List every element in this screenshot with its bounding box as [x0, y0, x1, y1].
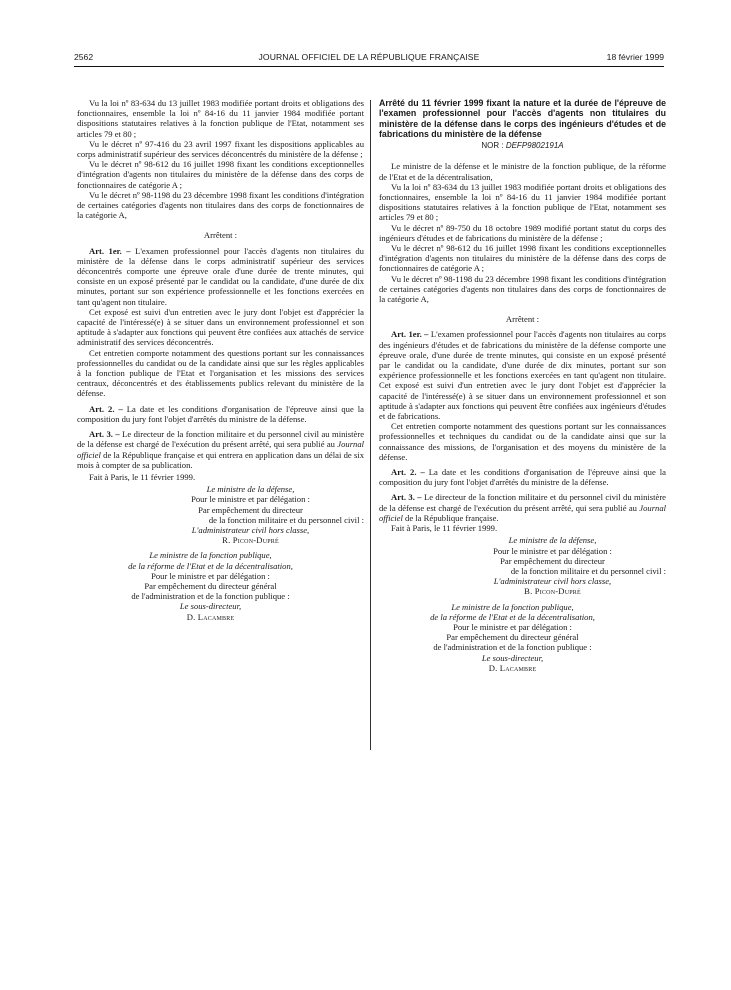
signatory-title: Le sous-directeur,	[179, 601, 242, 612]
visa-paragraph: Vu le décret nº 98-612 du 16 juillet 1998 fixant les conditions exceptionnelles d'intégration d'agents non titulaires du ministère de la défense dans des corps de fonctionnaires de catégorie A ;	[77, 159, 364, 190]
nor-reference	[379, 141, 666, 151]
signatory-minister: Le ministre de la défense,	[508, 535, 597, 546]
signatory-title: L'administrateur civil hors classe,	[191, 524, 310, 535]
arretent-heading: Arrêtent :	[505, 314, 540, 325]
signatory-name: R. Picon-Dupré	[222, 535, 279, 546]
right-column	[379, 98, 666, 673]
signatory-delegation: Pour le ministre et par délégation :	[453, 621, 572, 632]
signatory-minister: Le ministre de la fonction publique,	[451, 601, 574, 612]
signature-block-fonction-publique	[77, 550, 364, 621]
article-text: La date et les conditions d'organisation de l'épreuve ainsi que la composition du jury font l'objet d'arrêtés du ministre de la défense.	[379, 467, 667, 488]
article-3	[77, 429, 364, 470]
article-label: Art. 3. –	[89, 429, 120, 440]
article-1-paragraph: Cet exposé est suivi d'un entretien avec le jury dont l'objet est d'apprécier la capacité de l'intéressé(e) à se situer dans un environnement professionnel et son aptitude à s'adapter aux fonctions qui peuvent être confiées aux attachés de service administratif des services déconcentrés.	[77, 306, 364, 348]
article-text: La date et les conditions d'organisation de l'épreuve ainsi que la composition du jury font l'objet d'arrêtés du ministre de la défense.	[77, 403, 365, 424]
article-text: Le directeur de la fonction militaire et du personnel civil au ministère de la défense est chargé de l'exécution du présent arrêté, qui sera publié au	[77, 429, 365, 450]
article-1	[379, 329, 666, 421]
article-1-paragraph: Cet entretien comporte notamment des questions portant sur les connaissances professionnelles du candidat ou de la candidate ainsi que sur les règles applicables à la fonction publique de l'Etat et l'organisation et les missions des services centraux, déconcentrés et des établissements publics relevant du ministère de la défense.	[77, 347, 364, 399]
signatory-empechement: Par empêchement du directeur	[198, 504, 303, 515]
visa-paragraph: Vu le décret nº 98-1198 du 23 décembre 1998 fixant les conditions d'intégration de certaines catégories d'agents non titulaires dans des corps de fonctionnaires de la catégorie A,	[77, 189, 364, 221]
article-label: Art. 1er. –	[391, 329, 429, 340]
article-text: L'examen professionnel pour l'accès d'agents non titulaires du ministère de la défense dans le corps administratif supérieur des services déconcentrés comporte une épreuve orale d'une durée de trente minutes, qui consiste en un exposé présenté par le candidat ou la candidate, d'une durée de dix minutes, portant sur son expérience professionnelle et les fonctions exercées en tant qu'agent non titulaire.	[77, 245, 364, 307]
intro-paragraph: Le ministre de la défense et le ministre de la fonction publique, de la réforme de l'Etat et de la décentralisation,	[379, 161, 666, 182]
signatory-name: D. Lacambre	[488, 662, 537, 673]
signatory-title: Le sous-directeur,	[481, 652, 544, 663]
signatory-name: D. Lacambre	[186, 611, 235, 622]
signatory-direction: de la fonction militaire et du personnel civil :	[510, 565, 666, 576]
article-2	[77, 404, 364, 424]
signatory-empechement: Par empêchement du directeur général	[446, 632, 579, 643]
signature-block-defense	[379, 535, 666, 596]
journal-officiel-ref: Journal officiel	[77, 439, 365, 460]
arretent-heading: Arrêtent :	[203, 230, 238, 241]
signatory-direction: de la fonction militaire et du personnel civil :	[208, 514, 364, 525]
issue-date: 18 février 1999	[606, 52, 664, 62]
signatory-empechement: Par empêchement du directeur	[500, 555, 605, 566]
signatory-delegation: Pour le ministre et par délégation :	[191, 494, 310, 505]
fait-line: Fait à Paris, le 11 février 1999.	[391, 523, 498, 534]
signatory-name: B. Picon-Dupré	[524, 586, 581, 597]
signatory-minister: de la réforme de l'Etat et de la décentralisation,	[430, 611, 595, 622]
journal-title: JOURNAL OFFICIEL DE LA RÉPUBLIQUE FRANÇAISE	[258, 52, 480, 62]
header-rule	[74, 66, 664, 67]
signatory-delegation: Pour le ministre et par délégation :	[493, 545, 612, 556]
signatory-title: L'administrateur civil hors classe,	[493, 576, 612, 587]
article-3	[379, 492, 666, 523]
article-label: Art. 2. –	[391, 467, 425, 478]
column-separator	[370, 100, 371, 750]
journal-officiel-ref: Journal officiel	[379, 502, 667, 523]
article-text: de la République française et qui entrera en application dans un délai de six mois à compter de sa publication.	[77, 449, 364, 470]
signatory-minister: de la réforme de l'Etat et de la décentralisation,	[128, 560, 293, 571]
visa-paragraph: Vu le décret nº 98-612 du 16 juillet 1998 fixant les conditions exceptionnelles d'intégration d'agents non titulaires du ministère de la défense dans des corps de fonctionnaires de catégorie A ;	[379, 243, 666, 274]
article-label: Art. 1er. –	[89, 245, 131, 256]
article-label: Art. 2. –	[89, 403, 123, 414]
signatory-minister: Le ministre de la fonction publique,	[149, 550, 272, 561]
visa-paragraph: Vu le décret nº 98-1198 du 23 décembre 1998 fixant les conditions d'intégration de certaines catégories d'agents non titulaires dans des corps de fonctionnaires de la catégorie A,	[379, 273, 666, 305]
visa-paragraph: Vu la loi nº 83-634 du 13 juillet 1983 modifiée portant droits et obligations des fonctionnaires, ensemble la loi nº 84-16 du 11 janvier 1984 modifiée portant dispositions statutaires relatives à la fonction publique de l'Etat, notamment ses articles 79 et 80 ;	[77, 98, 364, 139]
signatory-direction: de l'administration et de la fonction publique :	[433, 642, 592, 653]
signature-block-defense	[77, 484, 364, 545]
fait-line: Fait à Paris, le 11 février 1999.	[89, 471, 196, 482]
decree-title: Arrêté du 11 février 1999 fixant la nature et la durée de l'épreuve de l'examen professionnel pour l'accès d'agents non titulaires du ministère de la défense dans le corps des ingénieurs d'études et de fabrications du ministère de la défense	[379, 98, 666, 139]
signature-block-fonction-publique	[379, 602, 666, 673]
article-1	[77, 246, 364, 307]
left-column	[77, 98, 364, 622]
article-label: Art. 3. –	[391, 492, 422, 503]
signatory-empechement: Par empêchement du directeur général	[144, 580, 277, 591]
article-1-paragraph: Cet entretien comporte notamment des questions portant sur les connaissances professionnelles et techniques du candidat ou de la candidate ainsi que sur la connaissance des missions, de l'organisation et des moyens du ministère de la défense.	[379, 421, 666, 462]
article-text: L'examen professionnel pour l'accès d'agents non titulaires au corps des ingénieurs d'études et de fabrications du ministère de la défense comporte une épreuve orale, d'une durée de trente minutes, qui consiste en un exposé présenté par le candidat ou la candidate, d'une durée de dix minutes, portant sur son expérience professionnelle et les fonctions exercées en tant qu'agent non titulaire. Cet exposé est suivi d'un entretien avec le jury dont l'objet est d'apprécier la capacité de l'intéressé(e) à se situer dans un environnement professionnel et son aptitude à s'adapter aux fonctions qui peuvent être confiées aux ingénieurs d'études et de fabrications.	[379, 329, 666, 422]
signatory-delegation: Pour le ministre et par délégation :	[151, 570, 270, 581]
signatory-direction: de l'administration et de la fonction publique :	[131, 591, 290, 602]
article-text: de la République française.	[405, 512, 499, 523]
visa-paragraph: Vu le décret nº 97-416 du 23 avril 1997 fixant les dispositions applicables au corps administratif supérieur des services déconcentrés du ministère de la défense ;	[77, 138, 364, 160]
visa-paragraph: Vu la loi nº 83-634 du 13 juillet 1983 modifiée portant droits et obligations des fonctionnaires, ensemble la loi nº 84-16 du 11 janvier 1984 modifiée portant dispositions statutaires relatives à la fonction publique de l'Etat, notamment ses articles 79 et 80 ;	[379, 181, 666, 223]
visa-paragraph: Vu le décret nº 89-750 du 18 octobre 1989 modifié portant statut du corps des ingénieurs d'études et de fabrications du ministère de la défense ;	[379, 222, 666, 243]
article-2	[379, 467, 666, 487]
nor-label: NOR :	[481, 141, 504, 151]
signatory-minister: Le ministre de la défense,	[206, 484, 295, 495]
article-text: Le directeur de la fonction militaire et du personnel civil du ministère de la défense est chargé de l'exécution du présent arrêté, qui sera publié au	[379, 492, 666, 513]
page-header	[74, 52, 664, 66]
page-number: 2562	[74, 52, 94, 62]
nor-code: DEFP9802191A	[505, 141, 564, 151]
